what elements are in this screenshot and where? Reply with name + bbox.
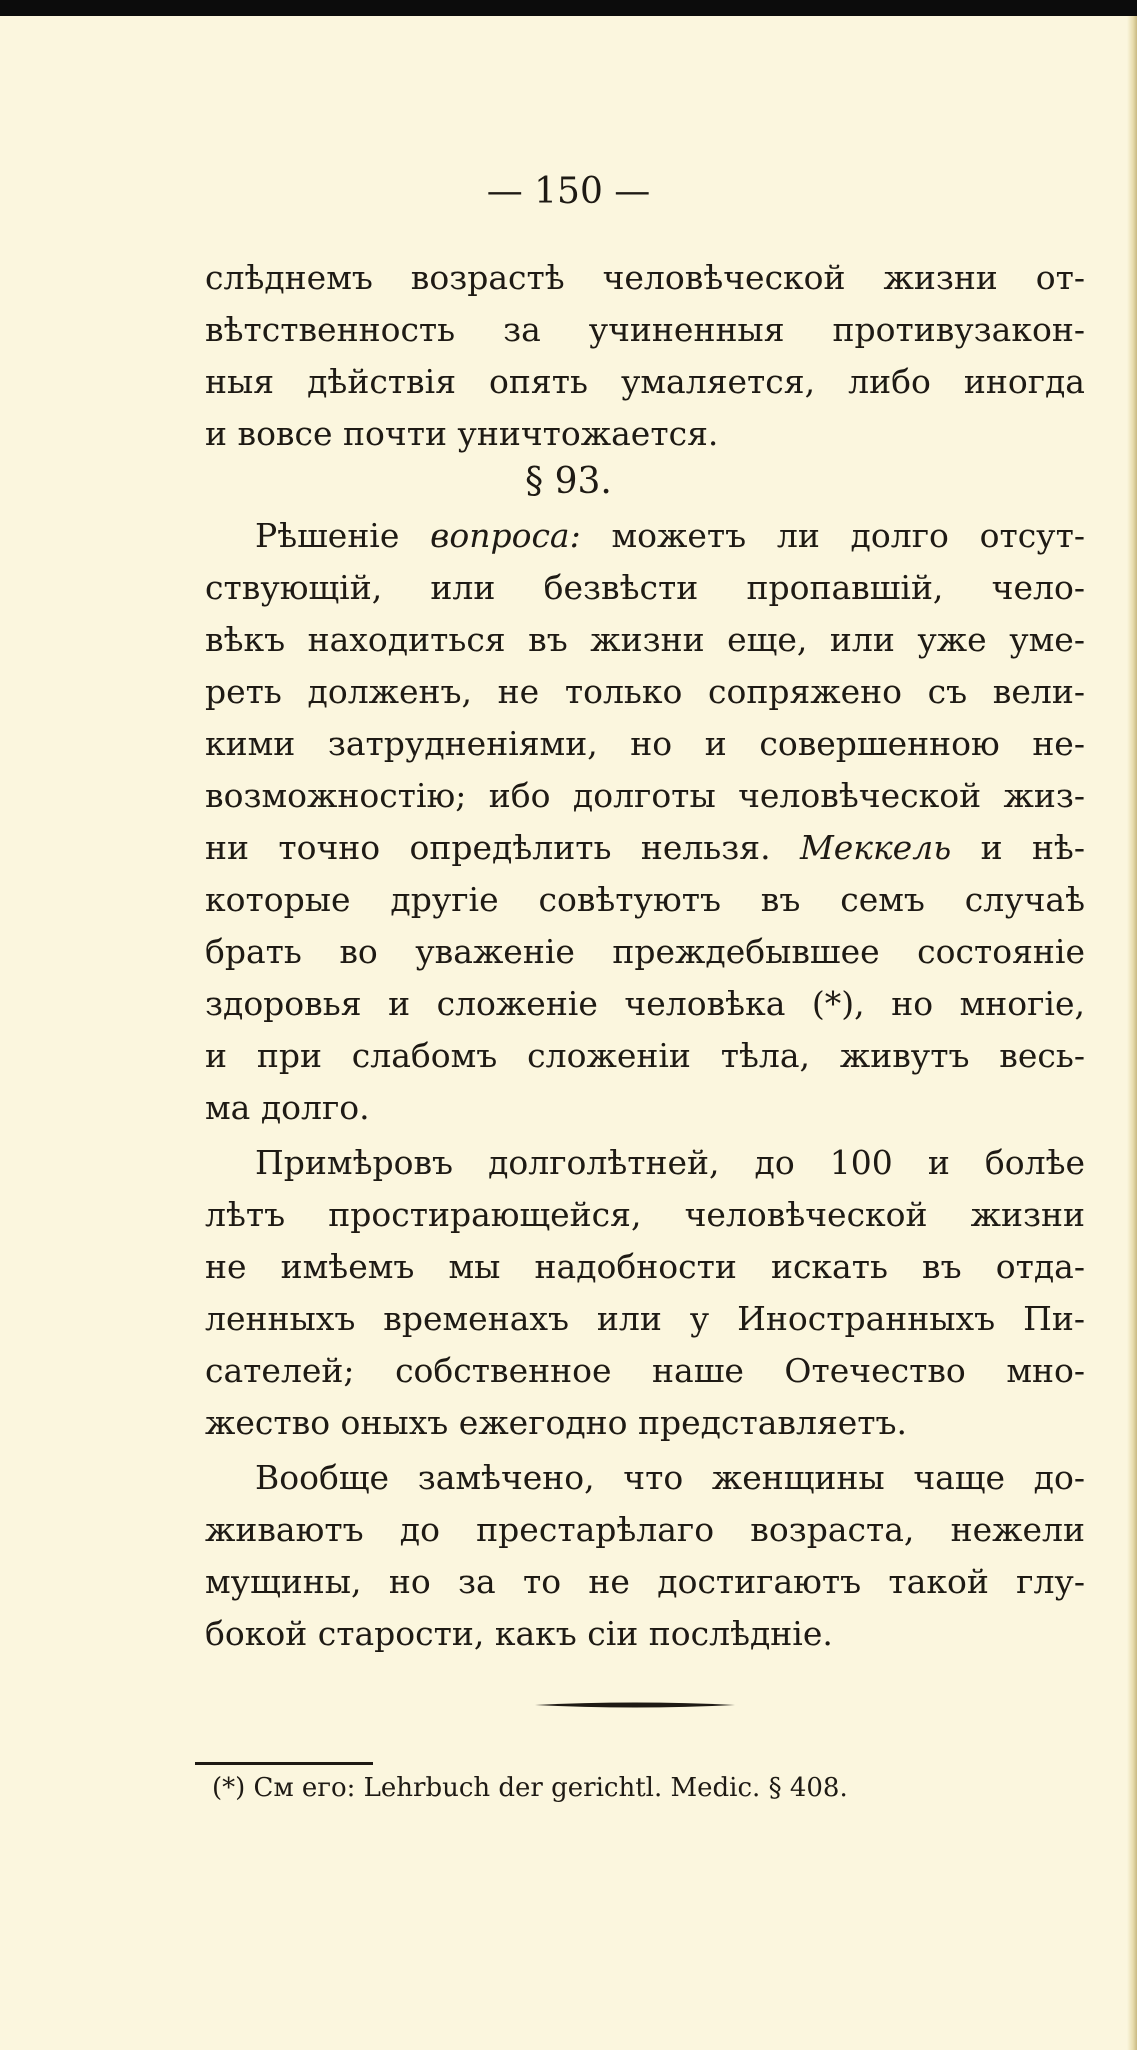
text-line: вѣтственность за учиненныя противузакон- xyxy=(205,310,1085,349)
text-line: кими затрудненіями, но и совершенною не- xyxy=(205,724,1085,763)
page-edge-shadow xyxy=(1127,16,1137,2050)
text-line xyxy=(205,822,1085,874)
text-line: ленныхъ временахъ или у Иностранныхъ Пи- xyxy=(205,1299,1085,1338)
text-run: Рѣшеніе xyxy=(255,516,431,555)
text-run: и нѣ- xyxy=(951,828,1085,867)
text-line: бокой старости, какъ сіи послѣдніе. xyxy=(205,1614,833,1653)
text-line: мущины, но за то не достигаютъ такой глу- xyxy=(205,1562,1085,1601)
text-line: Вообще замѣчено, что женщины чаще до- xyxy=(255,1458,1085,1497)
text-line: и при слабомъ сложеніи тѣла, живутъ весь- xyxy=(205,1036,1085,1075)
text-line: лѣтъ простирающейся, человѣческой жизни xyxy=(205,1195,1085,1234)
text-line: сателей; собственное наше Отечество мно- xyxy=(205,1351,1085,1390)
footnote-rule xyxy=(195,1762,373,1765)
text-run: можетъ ли долго отсут- xyxy=(580,516,1085,555)
text-line: вѣкъ находиться въ жизни еще, или уже уме- xyxy=(205,620,1085,659)
italic-term: вопроса: xyxy=(430,516,581,555)
text-line: брать во уваженіе преждебывшее состояніе xyxy=(205,932,1085,971)
footnote: (*) См его: Lehrbuch der gerichtl. Medic. § 408. xyxy=(212,1773,848,1803)
ornament-rule xyxy=(535,1700,735,1710)
italic-name: Меккель xyxy=(799,828,952,867)
text-line: реть долженъ, не только сопряжено съ вели- xyxy=(205,672,1085,711)
text-line: ныя дѣйствія опять умаляется, либо иногда xyxy=(205,362,1085,401)
text-line: возможностію; ибо долготы человѣческой жиз- xyxy=(205,776,1085,815)
text-line: не имѣемъ мы надобности искать въ отда- xyxy=(205,1247,1085,1286)
text-line: и вовсе почти уничтожается. xyxy=(205,414,719,453)
text-line: живаютъ до престарѣлаго возраста, нежели xyxy=(205,1510,1085,1549)
section-heading: § 93. xyxy=(525,461,612,502)
scan-top-border xyxy=(0,0,1137,16)
text-line: жество оныхъ ежегодно представляетъ. xyxy=(205,1403,908,1442)
text-line: которые другіе совѣтуютъ въ семъ случаѣ xyxy=(205,880,1085,919)
page-number: — 150 — xyxy=(486,171,651,212)
text-line: Примѣровъ долголѣтней, до 100 и болѣе xyxy=(255,1143,1085,1182)
text-run: ни точно опредѣлить нельзя. xyxy=(205,828,800,867)
text-line: ствующій, или безвѣсти пропавшій, чело- xyxy=(205,568,1085,607)
text-line: слѣднемъ возрастѣ человѣческой жизни от- xyxy=(205,258,1085,297)
text-line: ма долго. xyxy=(205,1088,370,1127)
text-line: здоровья и сложеніе человѣка (*), но многіе, xyxy=(205,984,1085,1023)
text-line xyxy=(255,510,1085,562)
